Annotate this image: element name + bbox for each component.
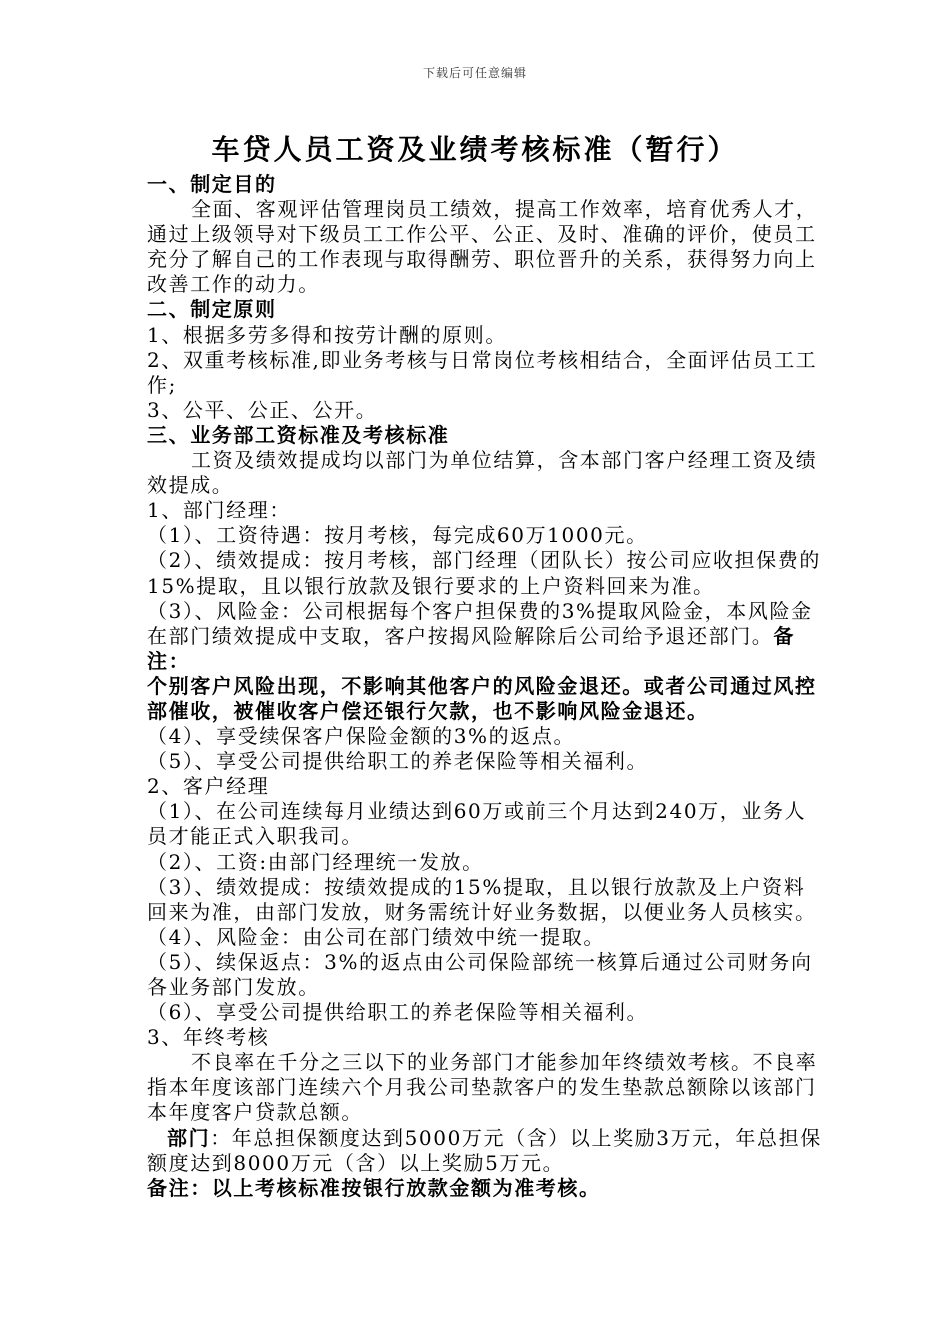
paragraph-year-end: 不良率在千分之三以下的业务部门才能参加年终绩效考核。不良率指本年度该部门连续六个月我公司垫款客户的发生垫款总额除以该部门本年度客户贷款总额。 [147,1050,818,1125]
list-item: （2）、绩效提成：按月考核，部门经理（团队长）按公司应收担保费的15%提取，且以银行放款及银行要求的上户资料回来为准。 [147,548,821,598]
list-item: （5）、续保返点：3%的返点由公司保险部统一核算后通过公司财务向各业务部门发放。 [147,949,813,999]
list-item: （4）、享受续保客户保险金额的3%的返点。 [147,724,576,749]
subheading-dept-manager: 1、部门经理： [147,498,291,523]
list-item: （1）、在公司连续每月业绩达到60万或前三个月达到240万，业务人员才能正式入职我司。 [147,799,807,849]
section-heading-principles: 二、制定原则 [147,297,277,322]
list-item-text: （3）、风险金：公司根据每个客户担保费的3%提取风险金，本风险金在部门绩效提成中支取，客户按揭风险解除后公司给予退还部门。 [147,598,813,648]
principle-item: 1、根据多劳多得和按劳计酬的原则。 [147,322,507,347]
list-item: （3）、绩效提成：按绩效提成的15%提取，且以银行放款及上户资料回来为准，由部门发放，财务需统计好业务数据，以便业务人员核实。 [147,874,817,924]
section-heading-purpose: 一、制定目的 [147,172,277,196]
remark-label: 备注： [147,623,796,673]
paragraph-dept-reward [147,1126,822,1176]
subheading-account-manager: 2、客户经理 [147,774,270,799]
header-note: 下载后可任意编辑 [422,66,527,80]
final-remark: 备注：以上考核标准按银行放款金额为准考核。 [147,1175,601,1200]
principle-item: 2、双重考核标准,即业务考核与日常岗位考核相结合，全面评估员工工作; [147,347,818,397]
dept-reward-text: ：年总担保额度达到5000万元（含）以上奖励3万元，年总担保额度达到8000万元（含）以上奖励5万元。 [147,1125,822,1175]
list-item: （6）、享受公司提供给职工的养老保险等相关福利。 [147,1000,649,1025]
principle-item: 3、公平、公正、公开。 [147,397,378,422]
list-item: （4）、风险金：由公司在部门绩效中统一提取。 [147,924,605,949]
section-heading-standards: 三、业务部工资标准及考核标准 [147,422,450,447]
paragraph-standards-intro: 工资及绩效提成均以部门为单位结算，含本部门客户经理工资及绩效提成。 [147,448,818,498]
subheading-year-end: 3、年终考核 [147,1025,270,1050]
remark-text: 个别客户风险出现，不影响其他客户的风险金退还。或者公司通过风控部催收，被催收客户偿还银行欠款，也不影响风险金退还。 [147,673,817,723]
paragraph-purpose: 全面、客观评估管理岗员工绩效，提高工作效率，培育优秀人才，通过上级领导对下级员工工作公平、公正、及时、准确的评价，使员工充分了解自己的工作表现与取得酬劳、职位晋升的关系，获得努力向上改善工作的动力。 [147,197,818,297]
list-item: （2）、工资:由部门经理统一发放。 [147,849,484,874]
document-title: 车贷人员工资及业绩考核标准（暂行） [211,133,739,166]
list-item: （1）、工资待遇：按月考核，每完成60万1000元。 [147,523,648,548]
list-item [147,599,822,674]
list-item: （5）、享受公司提供给职工的养老保险等相关福利。 [147,749,649,774]
document-body [147,172,822,1201]
dept-label: 部门 [167,1125,211,1150]
